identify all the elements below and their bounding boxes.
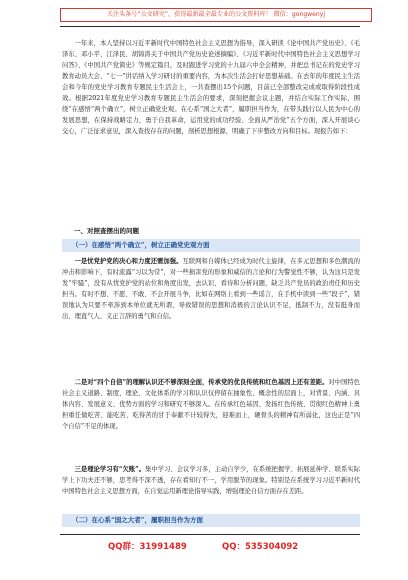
item-1-text: 互联网和自媒体已经成为时代主旋律，在多元思想和多色潮流的冲击和影响下，有时流露“习以为常”，对一些损害党的形象和威信的言论和行为警觉性不够，认为这只是发发“牢骚”，没有从忧党护党的站位和角度出发，去认识、看待和分析问题，缺乏共产党员的政治责任和历史担当。有时不想、不愿、不敢、不会开展斗争，比如在网络上看到一些谣言，在手机中读到一些“段子”，错误地认为只要不牵涉到本单位就无所谓，导致错误的思想和消极的言论认识不足，抵制不力，没有挺身而出、理直气人、义正言辞的勇气和自信。 — [62, 258, 361, 320]
item-3-lead: 三是理论学习有“欠账”。 — [74, 466, 146, 473]
item-3-paragraph — [62, 464, 360, 497]
item-2-lead: 二是对“四个自信”的理解认识还不够深刻全面，传承党的优良传统和红色基因上还有差距。 — [74, 379, 329, 386]
item-2-paragraph — [62, 377, 360, 432]
section-heading-1: 一、对照查摆出的问题 — [74, 227, 139, 235]
item-2-text: 对中国特色社会主义道路、制度、理论、文化体系的学习和认识仅停留在抽象性、概念性的层面上，对背景、内涵、具体内容、发展意义、优势方面的学习和研究不够深入。在传承红色基因、发扬红色传统、贯彻红色精神上勇担重任做吃苦、能吃苦、吃得苦的甘于奉献不计较得失，迎难而上，硬骨头的精神有所弱化，这也正是“四个自信”不足的体现。 — [62, 379, 361, 430]
subsection-heading-2: （二）在心系“国之大者”，履职担当作为方面 — [62, 514, 360, 527]
intro-paragraph: 一年来，本人坚持以习近平新时代中国特色社会主义思想为指导，深入研读《论中国共产党历史》、《毛泽东、邓小平、江泽民、胡锦涛关于中国共产党历史论述摘编》、《习近平新时代中国特色社会主义思想学习问答》、《中国共产党简史》等规定篇目，及时跟进学习党的十九届六中全会精神，并把总书记在的党史学习教育动员大会、“七一”讲话纳入学习研讨的重要内容，为本次生活会打好思想基础。在去年的年度民主生活会和今年的党史学习教育专题民主生活会上，一共查摆出15个问题，目前已全部整改完成或取得阶段性成效。根据2021年度党史学习教育专题民主生活会的要求，深刻把握会议主题，并结合实际工作实际，围绕“在感悟“两个确立”，树立正确党史观。在心系“国之大者”，履职担当作为，在带头践行以人民为中心的发展思想，在保持战略定力，勇于自我革命，运用党的成功经验、全面从严治党”五个方面，深入开展谈心交心，广泛征求意见，深入查找存在的问题，剖析思想根源，明确了下步整改方向和目标。现报告如下： — [62, 40, 360, 135]
subsection-heading-1: （一）在感悟“两个确立”，树立正确党史观方面 — [62, 239, 360, 252]
header-rule — [60, 26, 360, 27]
item-1-lead: 一是忧党护党的决心和力度还需加强。 — [74, 258, 183, 265]
item-3-text: 集中学习、会议学习多，主动自学少，在系统把握学、拓展延伸学、联系实际学上下功夫还不够，思考得不深不透，存在看知行不一，学用脱节的现象。特别是在系统学习习近平新时代中国特色社会主义思想方面，在自觉运用新理论指导实践，增强理论自信方面存在差距。 — [62, 466, 361, 495]
footer-qq: QQ：535304092 — [222, 542, 299, 552]
item-1-paragraph — [62, 256, 360, 322]
header-banner: 关注头条号“公文研究”，获得最新最全最专业的公文资料库！ 微信：gongwenyj — [60, 8, 372, 22]
footer-rule — [60, 534, 360, 535]
footer-qq-group: QQ群：31991489 — [108, 542, 187, 552]
